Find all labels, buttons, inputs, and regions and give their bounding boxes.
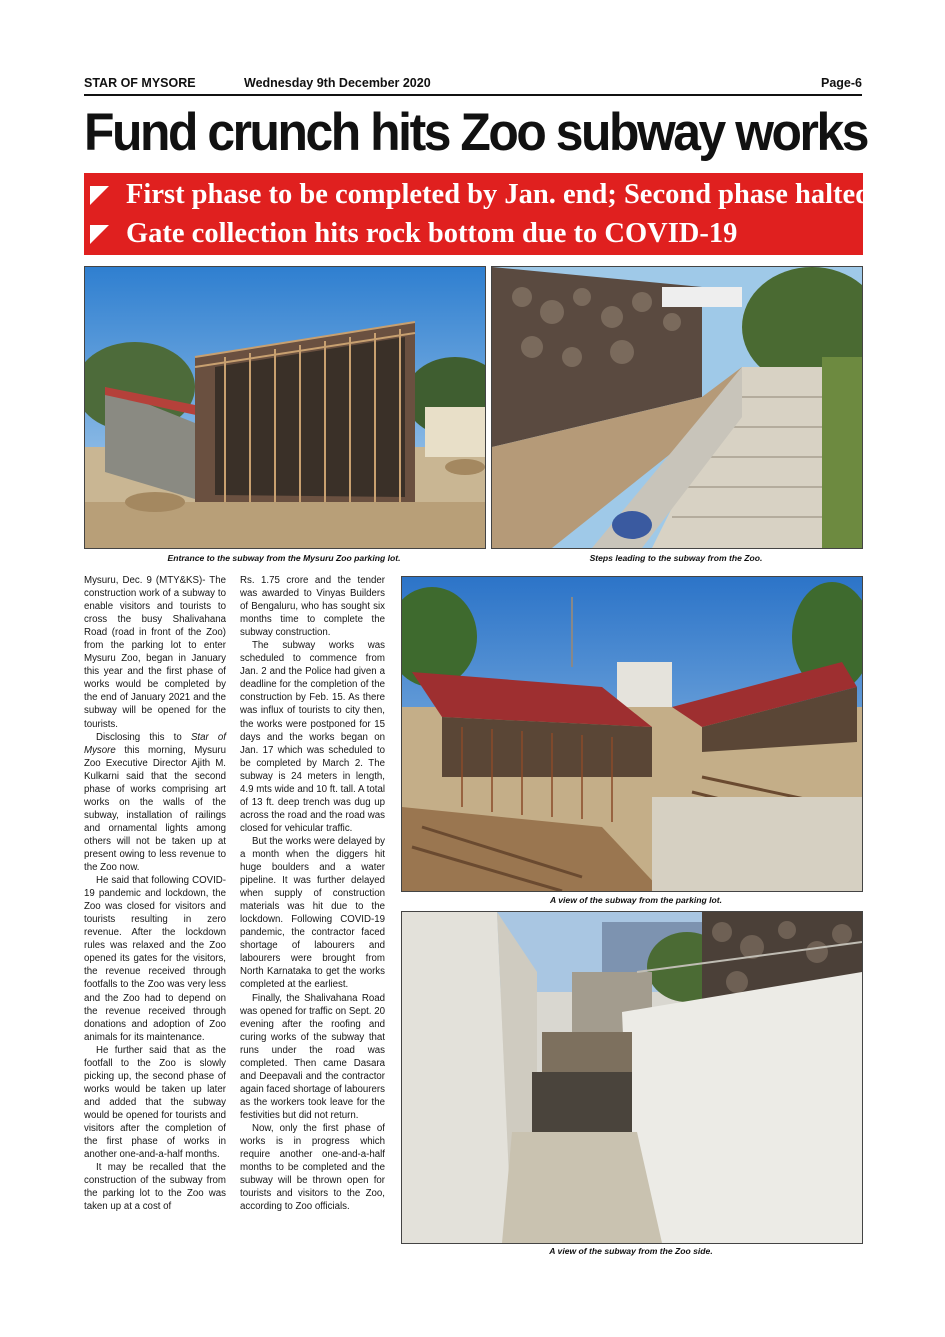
article-paragraph: He said that following COVID-19 pandemic and lockdown, the Zoo was closed for visitors and tourists resulting in zero revenue. After the lockdown rules was relaxed and the Zoo opened its gates for the visitors, the revenue received through footfalls to the Zoo was very less and the Zoo had to depend on the revenue received through donations and adoption of Zoo animals for its maintenance. bbox=[84, 875, 226, 1043]
banner-text-1: First phase to be completed by Jan. end; Second phase halted bbox=[126, 179, 872, 210]
article-column-2 bbox=[240, 574, 385, 1213]
banner-line-1 bbox=[84, 176, 872, 214]
photo-steps-from-zoo bbox=[491, 266, 863, 549]
headline: Fund crunch hits Zoo subway works bbox=[84, 103, 867, 162]
triangle-bullet-icon bbox=[90, 225, 109, 244]
article-paragraph: Finally, the Shalivahana Road was opened for traffic on Sept. 20 evening after the roofing and curing works of the subway that runs under the road was completed. Then came Dasara and Deepavali and the contractor again faced shortage of labourers as the workers took leave for the festivities but did not return. bbox=[240, 992, 385, 1121]
photo-view-from-zoo-side bbox=[401, 911, 863, 1244]
photo-subway-entrance bbox=[84, 266, 486, 549]
banner-text-2: Gate collection hits rock bottom due to COVID-19 bbox=[126, 218, 738, 249]
article-paragraph: It may be recalled that the construction of the subway from the parking lot to the Zoo was taken up at a cost of bbox=[84, 1162, 226, 1213]
article-paragraph: Now, only the first phase of works is in progress which require another one-and-a-half months to be completed and the subway will be thrown open for tourists and visitors to the Zoo, according to Zoo officials. bbox=[240, 1122, 385, 1213]
masthead bbox=[84, 76, 862, 92]
paper-name: STAR OF MYSORE bbox=[84, 76, 196, 90]
article-paragraph: Disclosing this to Star of Mysore this morning, Mysuru Zoo Executive Director Ajith M. Kulkarni said that the second phase of works comprising art works on the walls of the subway, installation of railings and ornamental lights among others will not be taken up at present owing to less revenue to the Zoo now. bbox=[84, 731, 226, 874]
caption-photo-3: A view of the subway from the parking lot. bbox=[549, 895, 723, 905]
banner-line-2 bbox=[84, 215, 863, 253]
article-paragraph: But the works were delayed by a month when the diggers hit huge boulders and a water pipeline. It was further delayed when supply of construction materials was hit due to the lockdown. Following COVID-19 pandemic, the contractor faced shortage of labourers and labourers were brought from North Karnataka to get the works completed at the earliest. bbox=[240, 835, 385, 991]
issue-date: Wednesday 9th December 2020 bbox=[244, 76, 431, 90]
caption-photo-2: Steps leading to the subway from the Zoo. bbox=[589, 553, 763, 563]
article-column-1 bbox=[84, 574, 226, 1213]
photo-view-from-parking bbox=[401, 576, 863, 892]
page-number: Page-6 bbox=[821, 76, 862, 90]
article-paragraph: Mysuru, Dec. 9 (MTY&KS)- The construction work of a subway to enable visitors and tourists to cross the busy Shalivahana Road (road in front of the Zoo) from the parking lot to enter Mysuru Zoo, began in January this year and the first phase of works would be completed by the end of January 2021 and the subway will be opened for the tourists. bbox=[84, 575, 226, 730]
article-paragraph: Rs. 1.75 crore and the tender was awarded to Vinyas Builders of Bengaluru, who has sought six months time to complete the subway construction. bbox=[240, 575, 385, 639]
caption-photo-4: A view of the subway from the Zoo side. bbox=[549, 1246, 713, 1256]
article-paragraph: He further said that as the footfall to the Zoo is slowly picking up, the second phase of works would be taken up later and added that the subway would be opened for tourists and visitors after the completion of the first phase of works in another one-and-a-half months. bbox=[84, 1044, 226, 1161]
masthead-rule bbox=[84, 94, 862, 96]
subheadline-banner bbox=[84, 173, 872, 255]
article-paragraph: The subway works was scheduled to commence from Jan. 2 and the Police had given a deadline for the completion of the construction by Feb. 15. As there was influx of tourists to city then, the works were postponed for 15 days and the works began on Jan. 17 which was scheduled to be completed by March 2. The subway is 24 meters in length, 4.9 mts wide and 10 ft. tall. A total of 13 ft. deep trench was dug up across the road and the road was closed for vehicular traffic. bbox=[240, 640, 385, 834]
caption-photo-1: Entrance to the subway from the Mysuru Zoo parking lot. bbox=[167, 553, 401, 563]
triangle-bullet-icon bbox=[90, 186, 109, 205]
